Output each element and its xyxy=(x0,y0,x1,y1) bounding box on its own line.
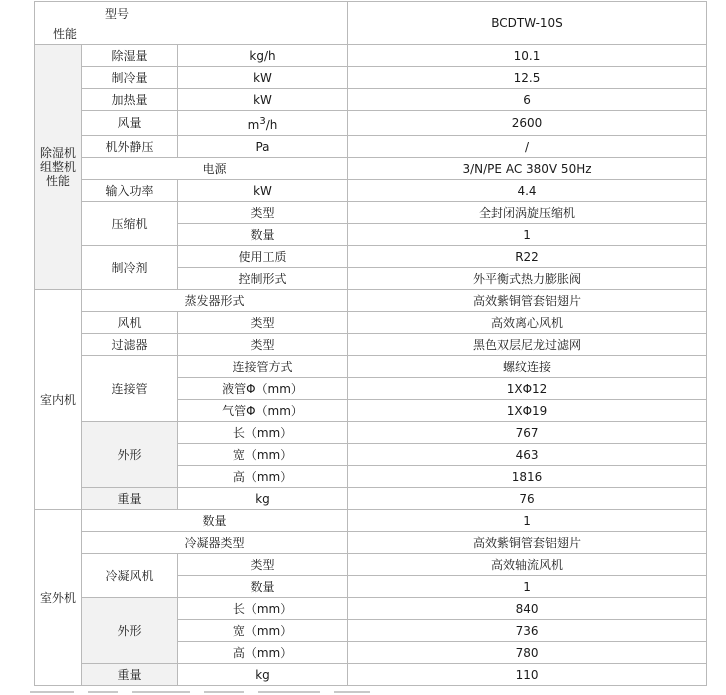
row-sub: 高（mm） xyxy=(178,642,348,664)
row-name: 除湿量 xyxy=(82,45,178,67)
row-sub: 长（mm） xyxy=(178,422,348,444)
table-row xyxy=(35,312,707,334)
row-unit: kW xyxy=(178,89,348,111)
row-value: 高效离心风机 xyxy=(348,312,707,334)
row-sub: 类型 xyxy=(178,312,348,334)
row-value: 4.4 xyxy=(348,180,707,202)
row-value: 840 xyxy=(348,598,707,620)
row-value: R22 xyxy=(348,246,707,268)
fan-label: 风机 xyxy=(82,312,178,334)
row-name: 电源 xyxy=(82,158,348,180)
table-row xyxy=(35,180,707,202)
row-value: 1 xyxy=(348,510,707,532)
row-value: 10.1 xyxy=(348,45,707,67)
table-header-row xyxy=(35,2,707,45)
table-row xyxy=(35,45,707,67)
table-row xyxy=(35,356,707,378)
row-name: 加热量 xyxy=(82,89,178,111)
row-value: 463 xyxy=(348,444,707,466)
row-value: 2600 xyxy=(348,111,707,136)
row-sub: 数量 xyxy=(178,224,348,246)
model-label: 型号 xyxy=(105,7,130,21)
row-value: 高效紫铜管套铝翅片 xyxy=(348,532,707,554)
row-sub: kg xyxy=(178,664,348,686)
row-sub: 宽（mm） xyxy=(178,620,348,642)
row-name: 机外静压 xyxy=(82,136,178,158)
table-row xyxy=(35,202,707,224)
connecting-pipe-label: 连接管 xyxy=(82,356,178,422)
row-value: 外平衡式热力膨胀阀 xyxy=(348,268,707,290)
outdoor-shape-label: 外形 xyxy=(82,598,178,664)
model-value: BCDTW-10S xyxy=(348,2,707,45)
row-sub: 类型 xyxy=(178,554,348,576)
table-row xyxy=(35,664,707,686)
table-row xyxy=(35,89,707,111)
unit-base: m xyxy=(247,117,260,132)
row-value: 1 xyxy=(348,576,707,598)
header-diagonal-cell xyxy=(35,2,348,45)
row-value: 黑色双层尼龙过滤网 xyxy=(348,334,707,356)
row-name: 制冷量 xyxy=(82,67,178,89)
indoor-shape-label: 外形 xyxy=(82,422,178,488)
group-dehumidifier-line: 组整机 xyxy=(39,160,76,174)
unit-tail: /h xyxy=(265,117,278,132)
group-dehumidifier xyxy=(35,45,82,290)
row-value: 全封闭涡旋压缩机 xyxy=(348,202,707,224)
row-name: 冷凝器类型 xyxy=(82,532,348,554)
row-value: 1XΦ19 xyxy=(348,400,707,422)
row-name: 蒸发器形式 xyxy=(82,290,348,312)
row-unit: kg/h xyxy=(178,45,348,67)
table-row xyxy=(35,67,707,89)
row-name: 输入功率 xyxy=(82,180,178,202)
table-row xyxy=(35,290,707,312)
row-unit: kW xyxy=(178,180,348,202)
row-value: 736 xyxy=(348,620,707,642)
row-unit xyxy=(178,111,348,136)
row-value: 76 xyxy=(348,488,707,510)
group-indoor: 室内机 xyxy=(35,290,82,510)
spec-table xyxy=(34,1,707,686)
compressor-label: 压缩机 xyxy=(82,202,178,246)
row-sub: 连接管方式 xyxy=(178,356,348,378)
row-value: 3/N/PE AC 380V 50Hz xyxy=(348,158,707,180)
clipped-text-line xyxy=(30,691,390,695)
row-sub: 长（mm） xyxy=(178,598,348,620)
group-dehumidifier-line: 除湿机 xyxy=(39,146,76,160)
table-row xyxy=(35,111,707,136)
table-row xyxy=(35,246,707,268)
table-row xyxy=(35,510,707,532)
row-value: 高效轴流风机 xyxy=(348,554,707,576)
condenser-fan-label: 冷凝风机 xyxy=(82,554,178,598)
row-sub: kg xyxy=(178,488,348,510)
row-sub: 液管Φ（mm） xyxy=(178,378,348,400)
table-row xyxy=(35,158,707,180)
filter-label: 过滤器 xyxy=(82,334,178,356)
refrigerant-label: 制冷剂 xyxy=(82,246,178,290)
table-row xyxy=(35,136,707,158)
row-name: 数量 xyxy=(82,510,348,532)
row-sub: 控制形式 xyxy=(178,268,348,290)
table-row xyxy=(35,532,707,554)
indoor-weight-label: 重量 xyxy=(82,488,178,510)
row-sub: 使用工质 xyxy=(178,246,348,268)
group-outdoor: 室外机 xyxy=(35,510,82,686)
unit-superscript: 3 xyxy=(259,115,266,127)
row-sub: 数量 xyxy=(178,576,348,598)
row-unit: kW xyxy=(178,67,348,89)
row-value: 767 xyxy=(348,422,707,444)
row-value: 1816 xyxy=(348,466,707,488)
row-value: 螺纹连接 xyxy=(348,356,707,378)
outdoor-weight-label: 重量 xyxy=(82,664,178,686)
row-value: 110 xyxy=(348,664,707,686)
table-row xyxy=(35,598,707,620)
performance-label: 性能 xyxy=(53,27,78,41)
table-row xyxy=(35,422,707,444)
row-value: 高效紫铜管套铝翅片 xyxy=(348,290,707,312)
row-sub: 宽（mm） xyxy=(178,444,348,466)
row-value: 1XΦ12 xyxy=(348,378,707,400)
table-row xyxy=(35,334,707,356)
table-row xyxy=(35,488,707,510)
row-value: 1 xyxy=(348,224,707,246)
row-sub: 高（mm） xyxy=(178,466,348,488)
group-dehumidifier-line: 性能 xyxy=(45,174,70,188)
row-value: 6 xyxy=(348,89,707,111)
row-sub: 类型 xyxy=(178,334,348,356)
row-name: 风量 xyxy=(82,111,178,136)
row-sub: 气管Φ（mm） xyxy=(178,400,348,422)
row-value: 12.5 xyxy=(348,67,707,89)
table-row xyxy=(35,554,707,576)
row-sub: 类型 xyxy=(178,202,348,224)
row-unit: Pa xyxy=(178,136,348,158)
row-value: 780 xyxy=(348,642,707,664)
row-value: / xyxy=(348,136,707,158)
